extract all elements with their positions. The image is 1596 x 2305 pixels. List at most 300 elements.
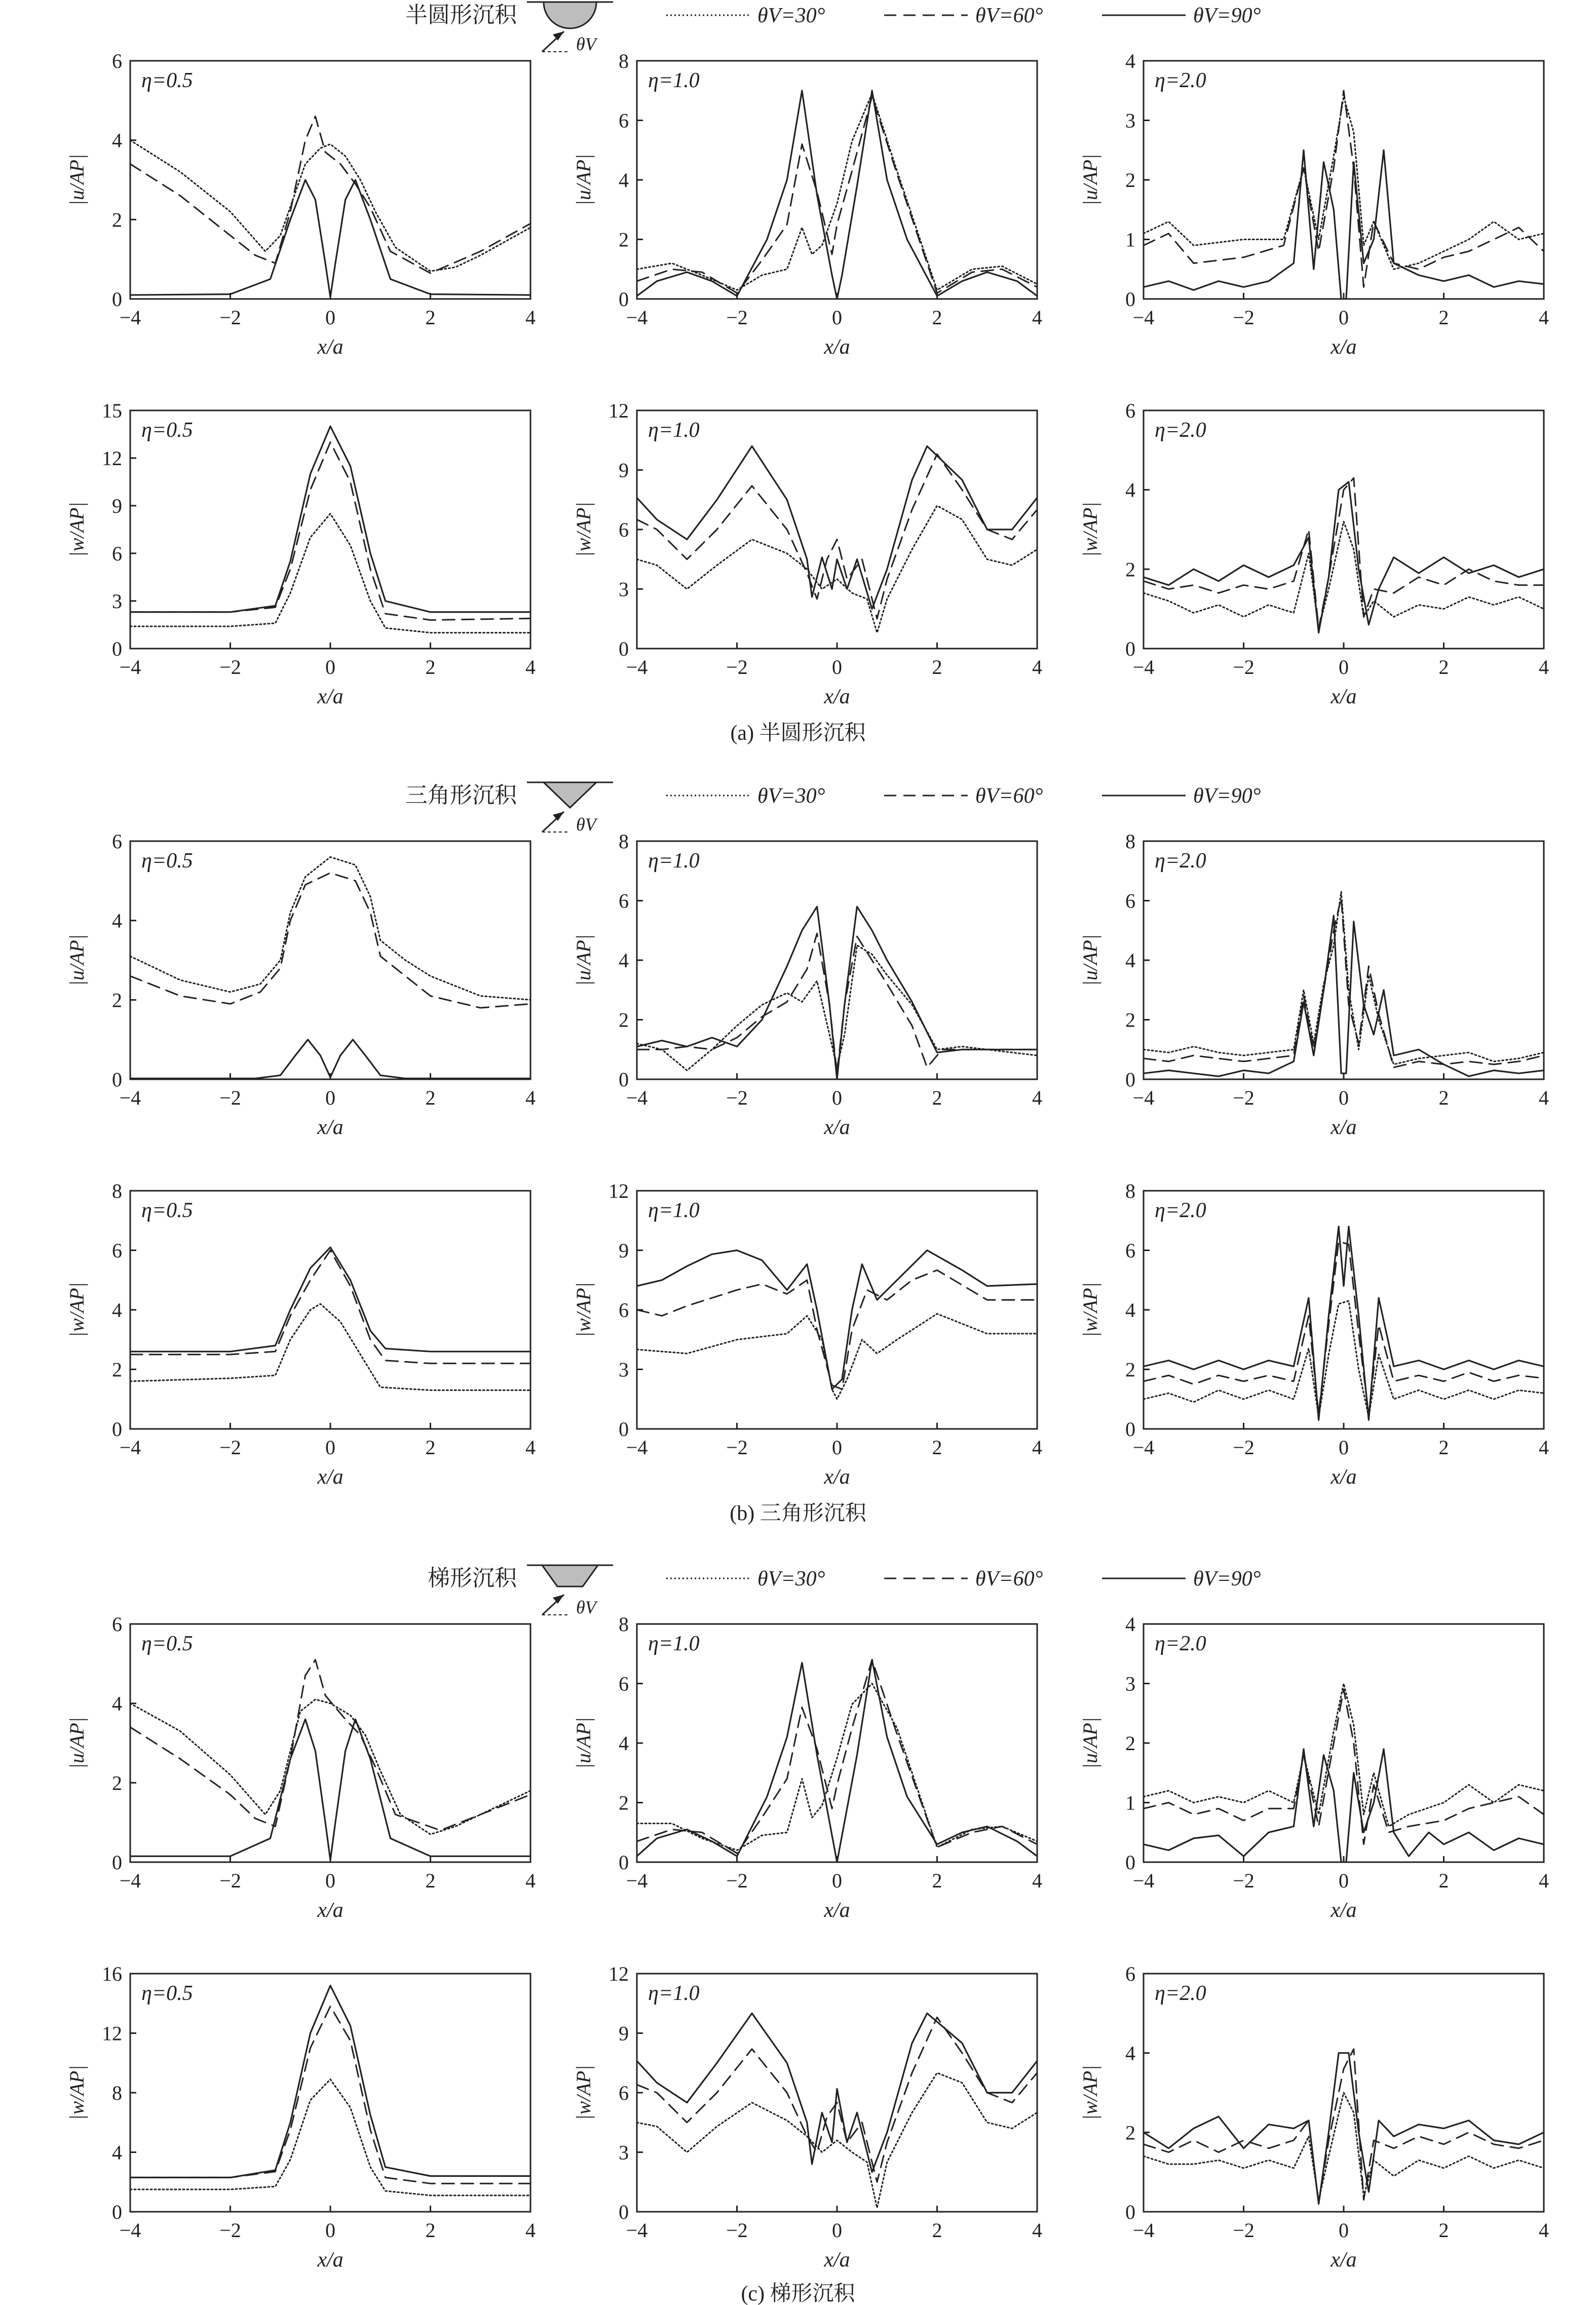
- legend-item: [1102, 4, 1261, 27]
- series-line-solid: [637, 2013, 1037, 2172]
- y-tick-label: 0: [619, 288, 629, 311]
- series-group: [637, 91, 1037, 299]
- y-axis-label: |u/AP|: [1079, 934, 1101, 986]
- x-tick-label: 0: [325, 1869, 335, 1892]
- series-line-dashed: [130, 1660, 530, 1831]
- y-tick-label: 12: [609, 1180, 629, 1202]
- y-axis-label: |w/AP|: [572, 502, 595, 557]
- y-tick-label: 6: [1125, 1239, 1135, 1262]
- eta-label: η=1.0: [648, 69, 700, 92]
- y-tick-label: 0: [112, 637, 122, 660]
- x-tick-label: 2: [425, 1869, 436, 1892]
- x-tick-label: −2: [1233, 306, 1255, 329]
- x-tick-label: 4: [1539, 1869, 1549, 1892]
- panel-a-u-2: [572, 50, 1042, 359]
- legend-label: θV=60°: [975, 784, 1043, 808]
- x-tick-label: 2: [932, 1086, 942, 1109]
- y-tick-label: 2: [619, 228, 629, 251]
- y-tick-label: 6: [619, 889, 629, 913]
- group-title: 半圆形沉积: [405, 3, 517, 27]
- y-tick-label: 2: [112, 1358, 122, 1381]
- legend-label: θV=60°: [975, 1567, 1043, 1591]
- y-tick-label: 3: [619, 1358, 629, 1381]
- y-tick-label: 2: [1125, 558, 1135, 581]
- x-tick-label: −4: [119, 656, 141, 678]
- y-tick-label: 15: [102, 399, 122, 422]
- plot-frame: [1144, 61, 1544, 299]
- x-axis-label: x/a: [317, 685, 344, 708]
- y-tick-label: 6: [1125, 1962, 1135, 1985]
- eta-label: η=2.0: [1155, 419, 1206, 442]
- x-tick-label: 4: [525, 1436, 536, 1459]
- y-tick-label: 0: [112, 1418, 122, 1441]
- x-axis-label: x/a: [1331, 1116, 1357, 1139]
- x-axis-label: x/a: [824, 2248, 850, 2272]
- eta-label: η=1.0: [648, 1982, 700, 2005]
- y-axis-label: |w/AP|: [65, 502, 88, 557]
- x-tick-label: −4: [119, 2219, 141, 2242]
- legend: [666, 4, 1261, 27]
- x-tick-label: −2: [219, 1436, 241, 1459]
- x-tick-label: 0: [325, 306, 335, 329]
- x-tick-label: 2: [425, 2219, 436, 2242]
- y-tick-label: 9: [619, 1239, 629, 1262]
- figure-caption: (c) 梯形沉积: [741, 2282, 855, 2305]
- x-tick-label: 2: [425, 306, 436, 329]
- x-tick-label: 4: [1032, 1869, 1042, 1892]
- y-tick-label: 2: [112, 989, 122, 1012]
- x-tick-label: 0: [832, 1869, 842, 1892]
- series-group: [637, 1251, 1037, 1400]
- series-line-solid: [130, 180, 530, 297]
- y-tick-label: 4: [1125, 50, 1135, 72]
- y-tick-label: 4: [1125, 1299, 1135, 1321]
- series-line-solid: [1144, 1227, 1544, 1420]
- x-tick-label: 0: [1339, 1869, 1349, 1892]
- x-tick-label: 2: [1438, 306, 1449, 329]
- series-line-dashed: [637, 1660, 1037, 1854]
- x-tick-label: −4: [626, 656, 648, 678]
- x-tick-label: 0: [325, 2219, 335, 2242]
- x-tick-label: 2: [1438, 2219, 1449, 2242]
- y-tick-label: 8: [1125, 830, 1135, 853]
- legend-label: θV=90°: [1193, 4, 1261, 27]
- eta-label: η=1.0: [648, 419, 700, 442]
- legend-item: [666, 1567, 825, 1591]
- y-tick-label: 6: [619, 2082, 629, 2104]
- y-tick-label: 12: [102, 447, 122, 470]
- series-group: [130, 117, 530, 297]
- eta-label: η=0.5: [141, 849, 193, 873]
- y-tick-label: 8: [1125, 1180, 1135, 1202]
- series-line-dashed: [637, 933, 1037, 1073]
- x-tick-label: 0: [832, 2219, 842, 2242]
- y-tick-label: 2: [1125, 1358, 1135, 1381]
- series-line-dashed: [130, 2007, 530, 2184]
- x-tick-label: 2: [425, 656, 436, 678]
- y-axis-label: |u/AP|: [1079, 1717, 1101, 1769]
- x-axis-label: x/a: [1331, 1899, 1357, 1922]
- trapezoid-deposit-icon: [527, 1565, 613, 1617]
- eta-label: η=0.5: [141, 1632, 193, 1655]
- series-line-solid: [1144, 2053, 1544, 2204]
- eta-label: η=1.0: [648, 1199, 700, 1222]
- panel-c-u-2: [572, 1613, 1042, 1922]
- x-tick-label: 4: [1539, 1436, 1549, 1459]
- x-tick-label: −2: [1233, 1869, 1255, 1892]
- eta-label: η=1.0: [648, 1632, 700, 1655]
- figure-caption: (b) 三角形沉积: [730, 1502, 866, 1525]
- y-tick-label: 6: [1125, 889, 1135, 913]
- x-tick-label: −2: [1233, 1436, 1255, 1459]
- x-axis-label: x/a: [1331, 685, 1357, 708]
- y-tick-label: 0: [1125, 1851, 1135, 1874]
- x-axis-label: x/a: [824, 1899, 850, 1922]
- plot-frame: [637, 1191, 1037, 1429]
- y-tick-label: 1: [1125, 1791, 1135, 1815]
- y-tick-label: 2: [619, 1008, 629, 1032]
- y-tick-label: 3: [112, 590, 122, 613]
- series-line-solid: [637, 446, 1037, 609]
- legend-label: θV=90°: [1193, 784, 1261, 808]
- y-tick-label: 3: [619, 2141, 629, 2164]
- y-tick-label: 0: [112, 288, 122, 311]
- x-tick-label: 0: [832, 1086, 842, 1109]
- series-line-dashed: [637, 454, 1037, 619]
- panel-a-w-3: [1079, 399, 1549, 708]
- eta-label: η=2.0: [1155, 1982, 1206, 2005]
- legend-item: [884, 4, 1043, 27]
- x-tick-label: −4: [626, 1869, 648, 1892]
- y-tick-label: 6: [619, 518, 629, 541]
- x-tick-label: 0: [832, 1436, 842, 1459]
- eta-label: η=0.5: [141, 419, 193, 442]
- y-tick-label: 4: [112, 909, 122, 932]
- x-tick-label: 0: [325, 1086, 335, 1109]
- x-tick-label: 4: [525, 1086, 536, 1109]
- series-group: [1144, 91, 1544, 299]
- x-tick-label: −2: [726, 1869, 748, 1892]
- x-tick-label: −4: [119, 1086, 141, 1109]
- plot-frame: [1144, 841, 1544, 1079]
- x-tick-label: 2: [1438, 1869, 1449, 1892]
- y-tick-label: 0: [619, 637, 629, 660]
- y-tick-label: 4: [1125, 1613, 1135, 1636]
- series-line-dashed: [130, 1251, 530, 1364]
- series-line-dotted: [130, 1304, 530, 1390]
- series-group: [130, 1660, 530, 1861]
- y-tick-label: 0: [1125, 1418, 1135, 1441]
- plot-frame: [1144, 410, 1544, 649]
- y-tick-label: 2: [619, 1791, 629, 1815]
- x-tick-label: −4: [626, 1086, 648, 1109]
- panel-a-w-1: [65, 399, 536, 708]
- x-tick-label: 2: [932, 1436, 942, 1459]
- x-tick-label: −2: [1233, 1086, 1255, 1109]
- plot-frame: [130, 61, 530, 299]
- y-axis-label: |w/AP|: [65, 2065, 88, 2121]
- panel-b-u-3: [1079, 830, 1549, 1139]
- x-axis-label: x/a: [824, 685, 850, 708]
- x-tick-label: 0: [325, 656, 335, 678]
- y-tick-label: 0: [112, 2201, 122, 2223]
- y-tick-label: 4: [1125, 949, 1135, 972]
- y-tick-label: 3: [619, 578, 629, 601]
- panel-a-u-1: [65, 50, 536, 359]
- series-line-dotted: [637, 94, 1037, 290]
- series-group: [637, 1660, 1037, 1863]
- y-tick-label: 6: [112, 830, 122, 853]
- y-tick-label: 12: [102, 2022, 122, 2045]
- legend: [666, 784, 1261, 808]
- x-axis-label: x/a: [824, 335, 850, 359]
- x-tick-label: −2: [219, 306, 241, 329]
- y-tick-label: 4: [619, 1732, 629, 1755]
- x-tick-label: −4: [1132, 656, 1155, 678]
- x-axis-label: x/a: [317, 1899, 344, 1922]
- panel-c-u-3: [1079, 1613, 1549, 1922]
- series-line-dotted: [1144, 97, 1544, 270]
- eta-label: η=1.0: [648, 849, 700, 873]
- series-line-dotted: [637, 1684, 1037, 1850]
- x-tick-label: −4: [119, 1869, 141, 1892]
- x-tick-label: −4: [1132, 1086, 1155, 1109]
- x-tick-label: −2: [219, 656, 241, 678]
- x-axis-label: x/a: [824, 1465, 850, 1489]
- series-line-dotted: [1144, 521, 1544, 629]
- x-axis-label: x/a: [1331, 335, 1357, 359]
- x-axis-label: x/a: [1331, 2248, 1357, 2272]
- x-tick-label: −2: [726, 1436, 748, 1459]
- x-tick-label: 4: [1539, 306, 1549, 329]
- x-tick-label: 2: [932, 1869, 942, 1892]
- legend-label: θV=30°: [757, 784, 825, 808]
- legend-item: [1102, 784, 1261, 808]
- y-tick-label: 8: [619, 830, 629, 853]
- y-axis-label: |w/AP|: [65, 1282, 88, 1338]
- x-tick-label: 4: [1539, 1086, 1549, 1109]
- x-tick-label: 2: [1438, 656, 1449, 678]
- series-line-dashed: [130, 442, 530, 620]
- legend-label: θV=30°: [757, 4, 825, 27]
- series-line-solid: [637, 1251, 1037, 1389]
- y-tick-label: 1: [1125, 228, 1135, 251]
- y-tick-label: 0: [112, 1068, 122, 1091]
- y-axis-label: |u/AP|: [65, 1717, 88, 1769]
- series-line-dotted: [1144, 892, 1544, 1065]
- y-tick-label: 8: [619, 1613, 629, 1636]
- x-tick-label: 0: [1339, 656, 1349, 678]
- y-axis-label: |w/AP|: [572, 2065, 595, 2121]
- y-axis-label: |u/AP|: [572, 934, 595, 986]
- series-group: [1144, 478, 1544, 632]
- legend-item: [884, 784, 1043, 808]
- x-tick-label: 2: [932, 306, 942, 329]
- y-tick-label: 2: [1125, 2121, 1135, 2144]
- y-tick-label: 3: [1125, 109, 1135, 132]
- figure-caption: (a) 半圆形沉积: [730, 722, 866, 745]
- x-tick-label: −2: [726, 2219, 748, 2242]
- group-title: 三角形沉积: [405, 783, 517, 808]
- y-tick-label: 2: [1125, 1732, 1135, 1755]
- triangle-deposit-icon: [527, 782, 613, 835]
- panel-b-w-2: [572, 1180, 1042, 1489]
- x-tick-label: 0: [832, 656, 842, 678]
- panel-a-w-2: [572, 399, 1042, 708]
- x-tick-label: −2: [219, 1869, 241, 1892]
- y-tick-label: 4: [619, 169, 629, 192]
- x-tick-label: 4: [1032, 306, 1042, 329]
- panel-c-w-3: [1079, 1962, 1549, 2272]
- series-line-solid: [130, 426, 530, 612]
- plot-frame: [130, 841, 530, 1079]
- x-axis-label: x/a: [1331, 1465, 1357, 1489]
- y-tick-label: 6: [112, 1239, 122, 1262]
- y-tick-label: 8: [619, 50, 629, 72]
- eta-label: η=2.0: [1155, 849, 1206, 873]
- y-tick-label: 12: [609, 399, 629, 422]
- y-tick-label: 2: [112, 208, 122, 232]
- series-line-dashed: [637, 97, 1037, 293]
- x-tick-label: 0: [1339, 1086, 1349, 1109]
- series-group: [130, 426, 530, 632]
- y-tick-label: 9: [112, 495, 122, 517]
- eta-label: η=0.5: [141, 69, 193, 92]
- series-line-dotted: [130, 1699, 530, 1834]
- semicircle-deposit-icon: [527, 2, 613, 54]
- x-tick-label: 4: [1539, 656, 1549, 678]
- series-line-solid: [637, 91, 1037, 299]
- eta-label: η=0.5: [141, 1199, 193, 1222]
- y-tick-label: 6: [112, 542, 122, 565]
- x-tick-label: 0: [325, 1436, 335, 1459]
- series-line-dashed: [637, 1270, 1037, 1389]
- y-axis-label: |w/AP|: [1079, 502, 1101, 557]
- y-axis-label: |u/AP|: [572, 1717, 595, 1769]
- y-tick-label: 4: [112, 129, 122, 152]
- series-group: [130, 1248, 530, 1390]
- eta-label: η=2.0: [1155, 1632, 1206, 1655]
- legend-label: θV=60°: [975, 4, 1043, 27]
- series-group: [637, 2013, 1037, 2208]
- y-tick-label: 3: [1125, 1672, 1135, 1695]
- series-line-dashed: [1144, 478, 1544, 629]
- series-group: [637, 446, 1037, 633]
- legend-item: [666, 784, 825, 808]
- y-axis-label: |u/AP|: [65, 934, 88, 986]
- series-line-dashed: [1144, 1241, 1544, 1414]
- y-tick-label: 4: [112, 2141, 122, 2164]
- y-tick-label: 9: [619, 459, 629, 482]
- x-tick-label: −2: [726, 306, 748, 329]
- y-tick-label: 0: [619, 1418, 629, 1441]
- x-axis-label: x/a: [317, 1465, 344, 1489]
- x-tick-label: 4: [525, 2219, 536, 2242]
- x-tick-label: −4: [1132, 1436, 1155, 1459]
- x-tick-label: −4: [1132, 2219, 1155, 2242]
- series-line-dotted: [130, 857, 530, 1000]
- y-tick-label: 8: [112, 1180, 122, 1202]
- plot-frame: [130, 1624, 530, 1862]
- legend-label: θV=30°: [757, 1567, 825, 1591]
- legend: [666, 1567, 1261, 1591]
- y-tick-label: 6: [619, 1299, 629, 1321]
- x-tick-label: −2: [1233, 656, 1255, 678]
- angle-label: θV: [576, 1597, 596, 1617]
- x-tick-label: 4: [1032, 656, 1042, 678]
- x-tick-label: 2: [932, 2219, 942, 2242]
- x-tick-label: 2: [932, 656, 942, 678]
- y-tick-label: 6: [619, 109, 629, 132]
- plot-frame: [1144, 1191, 1544, 1429]
- x-tick-label: 4: [525, 656, 536, 678]
- panel-b-w-3: [1079, 1180, 1549, 1489]
- y-tick-label: 4: [619, 949, 629, 972]
- plot-frame: [637, 61, 1037, 299]
- y-tick-label: 12: [609, 1962, 629, 1985]
- y-tick-label: 6: [619, 1672, 629, 1695]
- series-line-dotted: [637, 1314, 1037, 1400]
- y-tick-label: 2: [1125, 169, 1135, 192]
- x-tick-label: 2: [1438, 1086, 1449, 1109]
- x-tick-label: 4: [1539, 2219, 1549, 2242]
- series-group: [130, 1986, 530, 2196]
- group-header-a: [405, 2, 1261, 54]
- x-tick-label: 4: [525, 306, 536, 329]
- x-tick-label: 4: [1032, 1086, 1042, 1109]
- y-axis-label: |u/AP|: [572, 154, 595, 206]
- panel-c-w-1: [65, 1962, 536, 2272]
- series-group: [1144, 1227, 1544, 1420]
- x-tick-label: −4: [119, 306, 141, 329]
- angle-label: θV: [576, 34, 596, 54]
- series-line-solid: [637, 906, 1037, 1079]
- y-tick-label: 0: [1125, 1068, 1135, 1091]
- x-tick-label: −4: [1132, 306, 1155, 329]
- series-line-dotted: [1144, 1301, 1544, 1417]
- series-line-dotted: [130, 514, 530, 633]
- x-tick-label: −2: [726, 1086, 748, 1109]
- x-tick-label: 0: [1339, 1436, 1349, 1459]
- series-line-solid: [130, 1986, 530, 2178]
- y-tick-label: 0: [1125, 637, 1135, 660]
- y-axis-label: |u/AP|: [65, 154, 88, 206]
- y-tick-label: 0: [112, 1851, 122, 1874]
- panel-a-u-3: [1079, 50, 1549, 359]
- x-axis-label: x/a: [824, 1116, 850, 1139]
- series-line-dashed: [130, 873, 530, 1008]
- series-line-solid: [130, 1248, 530, 1352]
- panel-b-u-1: [65, 830, 536, 1139]
- y-tick-label: 2: [112, 1771, 122, 1795]
- x-tick-label: 4: [1032, 2219, 1042, 2242]
- series-line-dotted: [637, 506, 1037, 633]
- y-tick-label: 6: [112, 1613, 122, 1636]
- series-line-dashed: [1144, 1689, 1544, 1844]
- series-group: [1144, 892, 1544, 1076]
- y-tick-label: 0: [619, 1851, 629, 1874]
- series-line-solid: [1144, 150, 1544, 299]
- y-tick-label: 0: [619, 2201, 629, 2223]
- x-tick-label: 0: [1339, 306, 1349, 329]
- group-title: 梯形沉积: [428, 1566, 517, 1591]
- x-tick-label: 2: [1438, 1436, 1449, 1459]
- y-tick-label: 4: [112, 1692, 122, 1715]
- panel-c-u-1: [65, 1613, 536, 1922]
- y-tick-label: 6: [1125, 399, 1135, 422]
- x-tick-label: 2: [425, 1436, 436, 1459]
- series-group: [130, 857, 530, 1078]
